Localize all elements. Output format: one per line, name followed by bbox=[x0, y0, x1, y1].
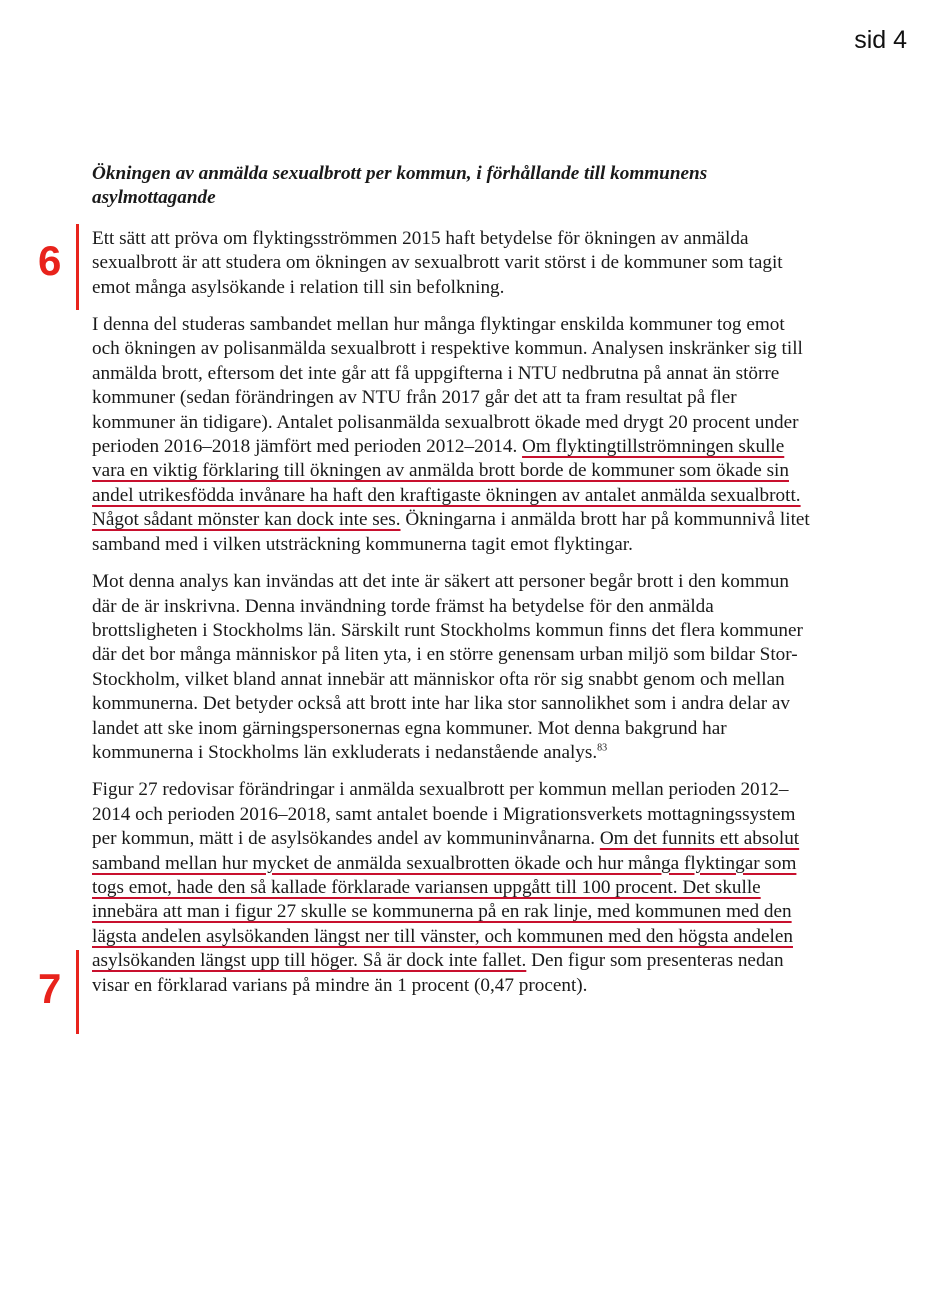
paragraph-4-highlight: Om det funnits ett absolut samband mellan hur mycket de anmälda sexualbrotten ökade och hur många flyktingar som togs emot, hade den så kallade förklarade variansen uppgått till 100 procent. Det skulle innebära att man i figur 27 skulle se kommunerna på en rak linje, med kommunen med den lägsta andelen asylsökanden längst ner till vänster, och kommunen med den högsta andelen asylsökanden längst upp till höger. Så är dock inte fallet. bbox=[92, 828, 800, 972]
paragraph-4-text: Figur 27 redovisar förändringar i anmälda sexualbrott per kommun mellan perioden 2012–2014 och perioden 2016–2018, samt antalet boende i Migrationsverkets mottagningssystem per kommun, mätt i de asylsökandes andel av kommuninvånarna. bbox=[92, 779, 796, 850]
paragraph-2-highlight: Om flyktingtillströmningen skulle vara en viktig förklaring till ökningen av anmälda brott borde de kommuner som ökade sin andel utrikesfödda invånare ha haft den kraftigaste ökningen av antalet anmälda sexualbrott. Något sådant mönster kan dock inte ses. bbox=[92, 436, 801, 531]
paragraph-4 bbox=[92, 778, 817, 998]
page-number: sid 4 bbox=[854, 26, 907, 54]
annotation-bar-6 bbox=[76, 224, 79, 310]
paragraph-1: Ett sätt att pröva om flyktingsströmmen 2015 haft betydelse för ökningen av anmälda sexualbrott är att studera om ökningen av sexualbrott varit störst i de kommuner som tagit emot många asylsökande i relation till sin befolkning. bbox=[92, 227, 783, 298]
paragraph-2-tail: Ökningarna i anmälda brott har på kommunnivå litet samband med i vilken utsträckning kommunerna tagit emot flyktingar. bbox=[92, 509, 810, 555]
paragraph-2 bbox=[92, 313, 817, 557]
paragraph-4-tail: Den figur som presenteras nedan visar en förklarad varians på mindre än 1 procent (0,47 procent). bbox=[92, 950, 784, 996]
paragraph-2-text: I denna del studeras sambandet mellan hur många flyktingar enskilda kommuner tog emot och ökningen av polisanmälda sexualbrott i respektive kommun. Analysen inskränker sig till anmälda brott, eftersom det inte går att få uppgifterna i NTU nedbrutna på annat än större kommuner (sedan förändringen av NTU från 2017 går det att ta fram resultat på fler kommuner än tidigare). Antalet polisanmälda sexualbrott ökade med drygt 20 procent under perioden 2016–2018 jämfört med perioden 2012–2014. bbox=[92, 314, 803, 458]
footnote-ref: 83 bbox=[597, 742, 608, 754]
annotation-marker-6: 6 bbox=[38, 237, 62, 284]
document-body bbox=[92, 162, 817, 1011]
paragraph-3-text: Mot denna analys kan invändas att det inte är säkert att personer begår brott i den kommun där de är inskrivna. Denna invändning torde främst ha betydelse för den anmälda brottsligheten i Stockholms län. Särskilt runt Stockholms kommun finns det flera kommuner där det bor många människor på liten yta, i en större genensam urban miljö som bildar Stor-Stockholm, vilket bland annat innebär att människor ofta rör sig snabbt genom och mellan kommunerna. Det betyder också att brott inte har lika stor sannolikhet som i andra delar av landet att ske inom gärningspersonernas egna kommuner. Mot denna bakgrund har kommunerna i Stockholms län exkluderats i nedanstående analys. bbox=[92, 571, 803, 763]
annotation-bar-7 bbox=[76, 950, 79, 1034]
section-heading: Ökningen av anmälda sexualbrott per kommun, i förhållande till kommunens asylmottagande bbox=[92, 163, 708, 209]
paragraph-3 bbox=[92, 570, 817, 765]
annotation-marker-7: 7 bbox=[38, 965, 62, 1012]
